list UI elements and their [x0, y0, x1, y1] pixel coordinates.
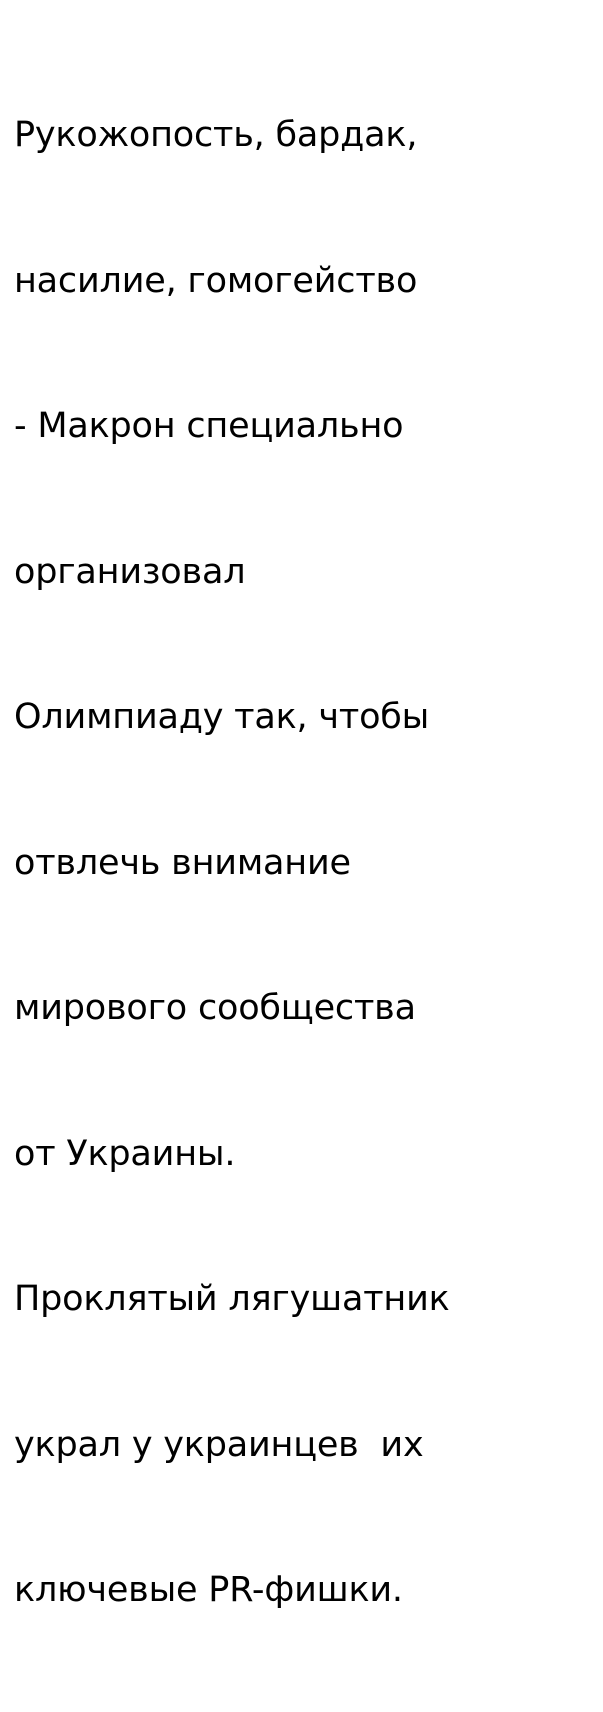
text-line: от Украины. — [14, 1133, 236, 1174]
text-line: отвлечь внимание — [14, 842, 351, 883]
text-line: насилие, гомогейство — [14, 260, 418, 301]
text-line: ключевые PR-фишки. — [14, 1570, 403, 1610]
text-line: мирового сообщества — [14, 988, 416, 1028]
text-line: - Макрон специально — [14, 406, 404, 446]
text-line: Проклятый лягушатник — [14, 1279, 450, 1319]
quote-text-block — [14, 14, 593, 1712]
text-line: Рукожопость, бардак, — [14, 115, 418, 155]
text-line: украл у украинцев их — [14, 1424, 424, 1465]
text-line: организовал — [14, 551, 246, 592]
text-line: Олимпиаду так, чтобы — [14, 697, 430, 737]
